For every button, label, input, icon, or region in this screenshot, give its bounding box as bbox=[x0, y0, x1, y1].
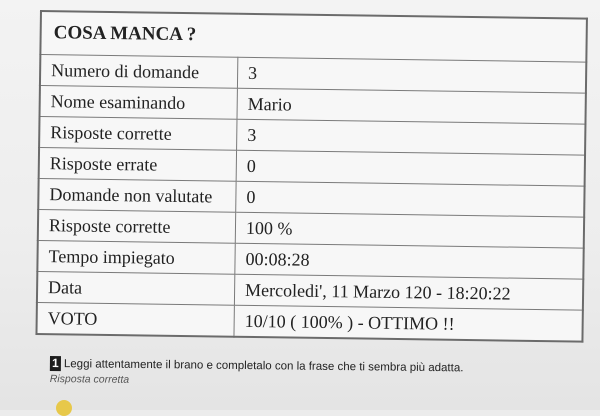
row-value-unevaluated: 0 bbox=[236, 181, 585, 217]
row-label-wrong-answers: Risposte errate bbox=[39, 148, 237, 182]
question-block bbox=[50, 356, 590, 391]
row-value-examinee-name: Mario bbox=[237, 88, 586, 124]
question-number-badge: 1 bbox=[50, 356, 61, 371]
row-label-grade: VOTO bbox=[36, 302, 234, 336]
row-value-question-count: 3 bbox=[237, 57, 586, 93]
row-label-correct-answers: Risposte corrette bbox=[39, 117, 237, 151]
row-value-time-spent: 00:08:28 bbox=[235, 243, 584, 279]
row-value-date: Mercoledi', 11 Marzo 120 - 18:20:22 bbox=[234, 274, 583, 310]
smiley-icon bbox=[56, 400, 72, 416]
quiz-title: COSA MANCA ? bbox=[40, 11, 587, 62]
question-text: Leggi attentamente il brano e completalo con la frase che ti sembra più adatta. bbox=[63, 357, 464, 374]
row-value-grade: 10/10 ( 100% ) - OTTIMO !! bbox=[234, 305, 583, 341]
row-value-correct-percent: 100 % bbox=[235, 212, 584, 248]
row-label-unevaluated: Domande non valutate bbox=[38, 178, 236, 212]
row-label-date: Data bbox=[37, 271, 235, 305]
row-label-question-count: Numero di domande bbox=[40, 55, 238, 89]
row-value-wrong-answers: 0 bbox=[236, 150, 585, 186]
question-status: Risposta corretta bbox=[49, 372, 130, 386]
row-label-time-spent: Tempo impiegato bbox=[37, 240, 235, 274]
results-table bbox=[35, 10, 587, 343]
row-label-examinee-name: Nome esaminando bbox=[40, 86, 238, 120]
row-value-correct-answers: 3 bbox=[237, 119, 586, 155]
results-title-row bbox=[40, 11, 587, 62]
table-row bbox=[36, 302, 582, 341]
row-label-correct-percent: Risposte corrette bbox=[38, 209, 236, 243]
